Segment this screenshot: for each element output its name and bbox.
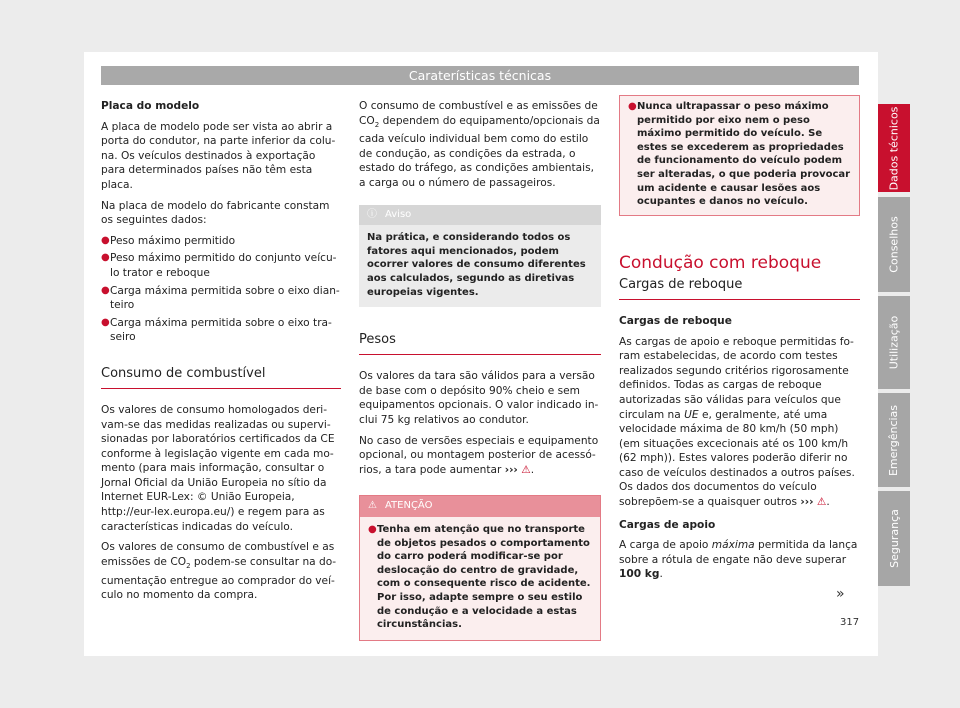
continue-arrow-icon: » xyxy=(836,586,845,602)
paragraph: Os valores da tara são válidos para a versão de base com o depósito 90% cheio e sem equipamentos opcionais. O valor indicado inclui 75 kg relativos ao condutor. xyxy=(359,370,599,427)
list-item: ● Carga máxima permitida sobre o eixo dianteiro xyxy=(101,284,340,312)
paragraph: Na placa de modelo do fabricante constam os seguintes dados: xyxy=(101,199,330,227)
note-header: ⓘ Aviso xyxy=(359,205,601,226)
paragraph: O consumo de combustível e as emissões de $CO_2$ dependem do equipamento/opcionais da cada veículo individual bem como do estilo de condução, as condições da estrada, o estado do tráfego, as condições ambientais, a carga ou o número de passageiros. xyxy=(359,100,600,190)
warning-box-continued xyxy=(619,95,860,216)
heading-cargas-reboque: Cargas de reboque xyxy=(619,314,732,327)
warning-text: Tenha em atenção que no transporte de objetos pesados o comportamento do carro poderá modificar-se por deslocação do centro de gravidade, com o consequente risco de acidente. Por isso, adapte sempre o seu estilo de condução e a velocidade a estas circunstâncias. xyxy=(377,523,591,631)
tab-conselhos[interactable]: Conselhos xyxy=(878,197,910,292)
page-number: 317 xyxy=(840,617,860,628)
xref-arrow-icon[interactable]: ››› xyxy=(800,496,814,509)
bullet-icon: ● xyxy=(101,234,110,246)
xref-arrow-icon[interactable]: ››› xyxy=(504,463,518,476)
note-box xyxy=(359,205,601,308)
tab-utilizacao[interactable]: Utilização xyxy=(878,296,910,389)
note-text: Na prática, e considerando todos os fatores aqui mencionados, podem ocorrer valores de consumo diferentes aos calculados, segundo as diretivas europeias vigentes. xyxy=(367,232,586,298)
section-heading-pesos: Pesos xyxy=(359,331,601,355)
column-2 xyxy=(359,99,601,641)
paragraph: A placa de modelo pode ser vista ao abrir a porta do condutor, na parte inferior da coluna. Os veículos destinados à exportação para determinados países não têm esta placa. xyxy=(101,120,336,191)
bullet-icon: ● xyxy=(628,101,637,112)
list-item: ● Carga máxima permitida sobre o eixo traseiro xyxy=(101,316,332,344)
paragraph: A carga de apoio máxima permitida da lança sobre a rótula de engate não deve superar 100 kg. xyxy=(619,539,858,581)
section-heading-cargas: Cargas de reboque xyxy=(619,278,860,300)
list-item: ● Peso máximo permitido xyxy=(101,234,236,247)
bullet-icon: ● xyxy=(101,316,110,328)
warning-triangle-icon: ⚠ xyxy=(368,500,377,512)
warning-box xyxy=(359,495,601,640)
tab-seguranca[interactable]: Segurança xyxy=(878,491,910,586)
tab-emergencias[interactable]: Emergências xyxy=(878,393,910,487)
warning-text: Nunca ultrapassar o peso máximo permitido por eixo nem o peso máximo permitido do veículo. Se estes se excederem as propriedades de funcionamento do veículo podem ser alteradas, o que poderia provocar um acidente e causar lesões aos ocupantes e danos no veículo. xyxy=(637,101,851,208)
paragraph: Os valores de consumo homologados derivam-se das medidas realizadas ou supervisionadas por laboratórios certificados da CE conforme à legislação vigente em cada momento (para mais informação, consultar o Jornal Oficial da União Europeia no sítio da Internet EUR-Lex: © União Europeia, http://eur-lex.europa.eu/) e regem para as características indicadas do veículo. xyxy=(101,403,335,533)
info-icon: ⓘ xyxy=(367,208,377,220)
bullet-icon: ● xyxy=(101,284,110,296)
chapter-heading: Condução com reboque xyxy=(619,252,822,273)
warning-triangle-icon[interactable]: ⚠ xyxy=(816,496,827,509)
section-heading-consumo: Consumo de combustível xyxy=(101,365,341,389)
paragraph: Os valores de consumo de combustível e as emissões de $CO_2$ podem-se consultar na documentação entregue ao comprador do veículo no momento da compra. xyxy=(101,541,337,602)
list-item: ● Peso máximo permitido do conjunto veículo trator e reboque xyxy=(101,252,337,279)
column-1 xyxy=(101,99,341,609)
heading-placa: Placa do modelo xyxy=(101,100,200,112)
paragraph: No caso de versões especiais e equipamento opcional, ou montagem posterior de acessórios, a tara pode aumentar ››› ⚠. xyxy=(359,434,599,476)
column-3 xyxy=(619,99,860,588)
warning-triangle-icon[interactable]: ⚠ xyxy=(521,463,531,476)
paragraph: As cargas de apoio e reboque permitidas foram estabelecidas, de acordo com testes realizados segundo critérios rigorosamente definidos. Todas as cargas de reboque autorizadas são válidas para veículos que circulam na UE e, geralmente, até uma velocidade máxima de 80 km/h (50 mph) (em situações excecionais até os 100 km/h (62 mph)). Estes valores poderão diferir no caso de veículos destinados a outros países. Os dados dos documentos do veículo sobrepõem-se a quaisquer outros ››› ⚠. xyxy=(619,335,855,509)
warning-header: ⚠ ATENÇÃO xyxy=(360,496,600,517)
heading-cargas-apoio: Cargas de apoio xyxy=(619,518,716,531)
bullet-icon: ● xyxy=(101,252,110,264)
page-header: Caraterísticas técnicas xyxy=(101,66,859,85)
tab-dados-tecnicos[interactable]: Dados técnicos xyxy=(878,104,910,192)
bullet-icon: ● xyxy=(368,523,377,535)
